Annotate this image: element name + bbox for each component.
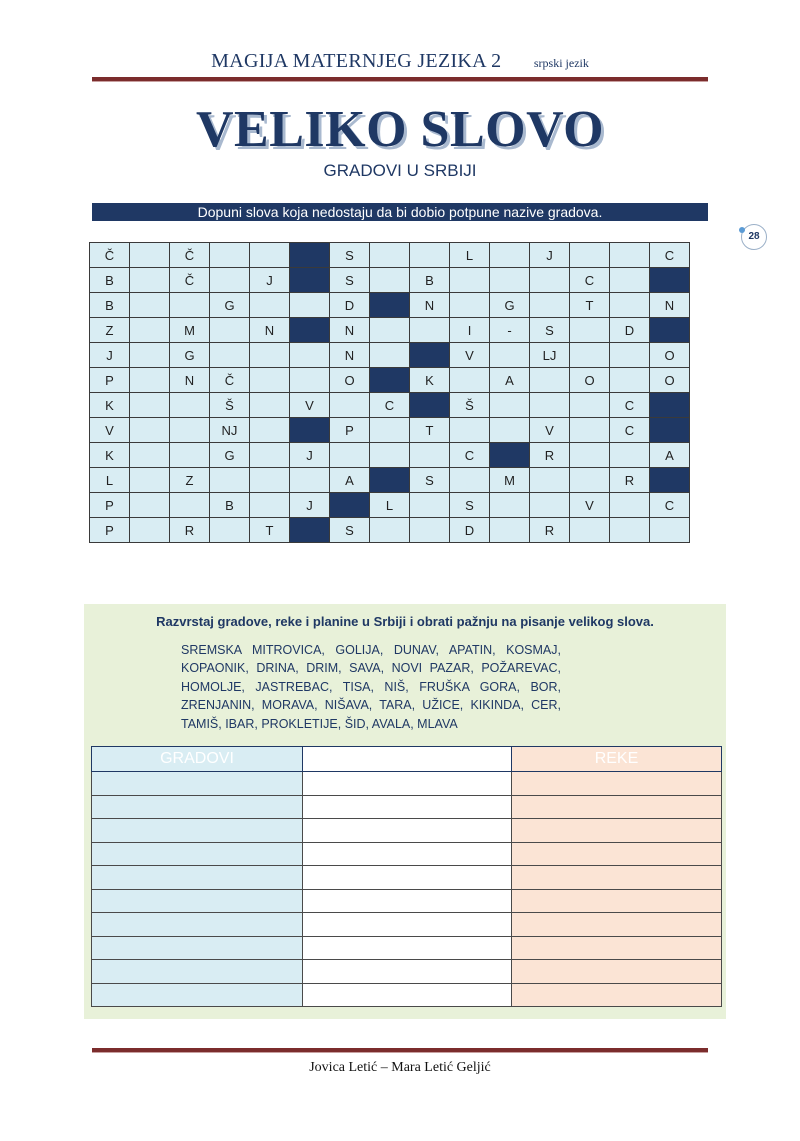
page-header: [92, 50, 708, 80]
letter-cell: C: [610, 393, 650, 418]
blocked-cell: [370, 293, 410, 318]
gradovi-entry-cell[interactable]: [92, 772, 303, 796]
page-number-badge: [741, 224, 767, 250]
planine-entry-cell[interactable]: [303, 795, 512, 819]
empty-letter-cell[interactable]: [450, 293, 490, 318]
letter-cell: J: [90, 343, 130, 368]
empty-letter-cell[interactable]: [490, 493, 530, 518]
letter-cell: K: [90, 443, 130, 468]
empty-letter-cell[interactable]: [490, 268, 530, 293]
letter-cell: G: [210, 443, 250, 468]
letter-cell: Z: [90, 318, 130, 343]
empty-letter-cell[interactable]: [290, 293, 330, 318]
empty-letter-cell[interactable]: [570, 343, 610, 368]
column-header-gradovi: GRADOVI: [92, 747, 303, 772]
letter-cell: G: [170, 343, 210, 368]
letter-cell: P: [90, 518, 130, 543]
empty-letter-cell[interactable]: [610, 518, 650, 543]
empty-letter-cell[interactable]: [130, 243, 170, 268]
letter-cell: B: [90, 268, 130, 293]
empty-letter-cell[interactable]: [610, 443, 650, 468]
empty-letter-cell[interactable]: [170, 393, 210, 418]
empty-letter-cell[interactable]: [490, 418, 530, 443]
empty-letter-cell[interactable]: [410, 243, 450, 268]
letter-cell: N: [330, 318, 370, 343]
letter-cell: V: [450, 343, 490, 368]
empty-letter-cell[interactable]: [130, 393, 170, 418]
letter-cell: D: [330, 293, 370, 318]
letter-cell: T: [250, 518, 290, 543]
table-row: [92, 866, 722, 890]
letter-cell: P: [90, 368, 130, 393]
blocked-cell: [650, 468, 690, 493]
subject-label: srpski jezik: [533, 56, 589, 70]
blocked-cell: [410, 343, 450, 368]
empty-letter-cell[interactable]: [490, 518, 530, 543]
empty-letter-cell[interactable]: [370, 318, 410, 343]
letter-cell: V: [570, 493, 610, 518]
letter-cell: I: [450, 318, 490, 343]
letter-cell: N: [170, 368, 210, 393]
table-row: [92, 889, 722, 913]
reke-entry-cell[interactable]: [512, 819, 722, 843]
bullet-icon: [739, 227, 745, 233]
empty-letter-cell[interactable]: [130, 368, 170, 393]
column-header-planine: PLANINE: [303, 747, 512, 772]
letter-cell: C: [650, 243, 690, 268]
empty-letter-cell[interactable]: [250, 468, 290, 493]
letter-cell: C: [570, 268, 610, 293]
reke-entry-cell[interactable]: [512, 889, 722, 913]
grid-row: [90, 443, 690, 468]
empty-letter-cell[interactable]: [530, 468, 570, 493]
empty-letter-cell[interactable]: [530, 493, 570, 518]
empty-letter-cell[interactable]: [610, 293, 650, 318]
empty-letter-cell[interactable]: [170, 443, 210, 468]
letter-cell: R: [610, 468, 650, 493]
letter-cell: Š: [210, 393, 250, 418]
letter-cell: NJ: [210, 418, 250, 443]
blocked-cell: [370, 468, 410, 493]
blocked-cell: [330, 493, 370, 518]
empty-letter-cell[interactable]: [130, 318, 170, 343]
empty-letter-cell[interactable]: [330, 393, 370, 418]
empty-letter-cell[interactable]: [610, 268, 650, 293]
letter-cell: D: [610, 318, 650, 343]
letter-cell: S: [450, 493, 490, 518]
letter-cell: R: [530, 443, 570, 468]
empty-letter-cell[interactable]: [450, 418, 490, 443]
empty-letter-cell[interactable]: [170, 293, 210, 318]
empty-letter-cell[interactable]: [650, 518, 690, 543]
grid-row: [90, 368, 690, 393]
empty-letter-cell[interactable]: [610, 493, 650, 518]
letter-cell: B: [90, 293, 130, 318]
planine-entry-cell[interactable]: [303, 866, 512, 890]
letter-cell: S: [330, 243, 370, 268]
empty-letter-cell[interactable]: [250, 493, 290, 518]
grid-row: [90, 518, 690, 543]
blocked-cell: [410, 393, 450, 418]
letter-cell: N: [330, 343, 370, 368]
letter-cell: L: [90, 468, 130, 493]
empty-letter-cell[interactable]: [250, 418, 290, 443]
empty-letter-cell[interactable]: [610, 343, 650, 368]
empty-letter-cell[interactable]: [250, 343, 290, 368]
blocked-cell: [370, 368, 410, 393]
grid-row: [90, 468, 690, 493]
empty-letter-cell[interactable]: [370, 518, 410, 543]
reke-entry-cell[interactable]: [512, 842, 722, 866]
empty-letter-cell[interactable]: [450, 268, 490, 293]
letter-cell: G: [490, 293, 530, 318]
reke-entry-cell[interactable]: [512, 936, 722, 960]
reke-entry-cell[interactable]: [512, 960, 722, 984]
empty-letter-cell[interactable]: [290, 468, 330, 493]
empty-letter-cell[interactable]: [490, 343, 530, 368]
letter-cell: N: [410, 293, 450, 318]
empty-letter-cell[interactable]: [570, 393, 610, 418]
table-row: [92, 960, 722, 984]
puzzle-instruction: Dopuni slova koja nedostaju da bi dobio potpune nazive gradova.: [92, 203, 708, 221]
gradovi-entry-cell[interactable]: [92, 960, 303, 984]
letter-cell: O: [570, 368, 610, 393]
empty-letter-cell[interactable]: [610, 368, 650, 393]
empty-letter-cell[interactable]: [570, 318, 610, 343]
letter-cell: A: [490, 368, 530, 393]
letter-cell: O: [650, 343, 690, 368]
planine-entry-cell[interactable]: [303, 889, 512, 913]
blocked-cell: [290, 243, 330, 268]
empty-letter-cell[interactable]: [130, 343, 170, 368]
reke-entry-cell[interactable]: [512, 795, 722, 819]
word-list: SREMSKA MITROVICA, GOLIJA, DUNAV, APATIN, KOSMAJ, KOPAONIK, DRINA, DRIM, SAVA, NOVI PAZAR, POŽAREVAC, HOMOLJE, JASTREBAC, TISA, NIŠ, FRUŠKA GORA, BOR, ZRENJANIN, MORAVA, NIŠAVA, TARA, UŽICE, KIKINDA, CER, TAMIŠ, IBAR, PROKLETIJE, ŠID, AVALA, MLAVA: [181, 643, 561, 731]
grid-row: [90, 393, 690, 418]
empty-letter-cell[interactable]: [410, 318, 450, 343]
letter-cell: T: [410, 418, 450, 443]
grid-row: [90, 418, 690, 443]
table-row: [92, 772, 722, 796]
empty-letter-cell[interactable]: [530, 368, 570, 393]
empty-letter-cell[interactable]: [290, 343, 330, 368]
grid-row: [90, 493, 690, 518]
empty-letter-cell[interactable]: [570, 443, 610, 468]
empty-letter-cell[interactable]: [490, 243, 530, 268]
letter-cell: B: [210, 493, 250, 518]
gradovi-entry-cell[interactable]: [92, 866, 303, 890]
letter-cell: B: [410, 268, 450, 293]
empty-letter-cell[interactable]: [610, 243, 650, 268]
letter-cell: R: [170, 518, 210, 543]
blocked-cell: [650, 268, 690, 293]
letter-cell: C: [610, 418, 650, 443]
empty-letter-cell[interactable]: [490, 393, 530, 418]
letter-cell: K: [90, 393, 130, 418]
letter-cell: P: [90, 493, 130, 518]
letter-cell: Z: [170, 468, 210, 493]
empty-letter-cell[interactable]: [530, 393, 570, 418]
empty-letter-cell[interactable]: [370, 443, 410, 468]
empty-letter-cell[interactable]: [570, 518, 610, 543]
empty-letter-cell[interactable]: [170, 418, 210, 443]
letter-cell: S: [330, 518, 370, 543]
planine-entry-cell[interactable]: [303, 842, 512, 866]
letter-cell: T: [570, 293, 610, 318]
empty-letter-cell[interactable]: [410, 518, 450, 543]
letter-cell: O: [330, 368, 370, 393]
empty-letter-cell[interactable]: [570, 243, 610, 268]
gradovi-entry-cell[interactable]: [92, 913, 303, 937]
letter-cell: S: [330, 268, 370, 293]
empty-letter-cell[interactable]: [250, 368, 290, 393]
reke-entry-cell[interactable]: [512, 983, 722, 1007]
empty-letter-cell[interactable]: [370, 268, 410, 293]
blocked-cell: [290, 518, 330, 543]
letter-grid: [89, 242, 690, 543]
letter-cell: A: [330, 468, 370, 493]
blocked-cell: [290, 418, 330, 443]
letter-cell: R: [530, 518, 570, 543]
empty-letter-cell[interactable]: [210, 343, 250, 368]
empty-letter-cell[interactable]: [130, 468, 170, 493]
empty-letter-cell[interactable]: [170, 493, 210, 518]
gradovi-entry-cell[interactable]: [92, 842, 303, 866]
planine-entry-cell[interactable]: [303, 913, 512, 937]
letter-cell: -: [490, 318, 530, 343]
grid-row: [90, 243, 690, 268]
table-row: [92, 936, 722, 960]
empty-letter-cell[interactable]: [250, 243, 290, 268]
empty-letter-cell[interactable]: [410, 443, 450, 468]
planine-entry-cell[interactable]: [303, 960, 512, 984]
table-row: [92, 795, 722, 819]
page-title: VELIKO SLOVO: [195, 101, 605, 158]
empty-letter-cell[interactable]: [410, 493, 450, 518]
letter-cell: C: [450, 443, 490, 468]
footer-rule: [92, 1048, 708, 1053]
letter-cell: J: [250, 268, 290, 293]
blocked-cell: [650, 318, 690, 343]
letter-cell: N: [650, 293, 690, 318]
empty-letter-cell[interactable]: [130, 443, 170, 468]
page-number: 28: [748, 231, 760, 242]
blocked-cell: [290, 318, 330, 343]
letter-cell: P: [330, 418, 370, 443]
letter-cell: J: [530, 243, 570, 268]
sorting-instruction: Razvrstaj gradove, reke i planine u Srbiji i obrati pažnju na pisanje velikog slova.: [156, 614, 654, 629]
grid-row: [90, 268, 690, 293]
letter-cell: C: [650, 493, 690, 518]
planine-entry-cell[interactable]: [303, 983, 512, 1007]
blocked-cell: [490, 443, 530, 468]
letter-cell: Š: [450, 393, 490, 418]
letter-cell: Č: [170, 268, 210, 293]
grid-row: [90, 293, 690, 318]
gradovi-entry-cell[interactable]: [92, 819, 303, 843]
empty-letter-cell[interactable]: [250, 293, 290, 318]
empty-letter-cell[interactable]: [530, 268, 570, 293]
letter-cell: S: [530, 318, 570, 343]
empty-letter-cell[interactable]: [450, 368, 490, 393]
page-subtitle: GRADOVI U SRBIJI: [323, 161, 477, 180]
header-rule: [92, 77, 708, 82]
letter-cell: O: [650, 368, 690, 393]
letter-cell: N: [250, 318, 290, 343]
gradovi-entry-cell[interactable]: [92, 889, 303, 913]
gradovi-entry-cell[interactable]: [92, 795, 303, 819]
letter-cell: J: [290, 443, 330, 468]
letter-cell: S: [410, 468, 450, 493]
empty-letter-cell[interactable]: [130, 518, 170, 543]
letter-cell: V: [90, 418, 130, 443]
column-header-reke: REKE: [512, 747, 722, 772]
empty-letter-cell[interactable]: [370, 243, 410, 268]
empty-letter-cell[interactable]: [290, 368, 330, 393]
blocked-cell: [650, 418, 690, 443]
sorting-table: [91, 746, 722, 1007]
table-row: [92, 913, 722, 937]
empty-letter-cell[interactable]: [330, 443, 370, 468]
table-row: [92, 842, 722, 866]
table-row: [92, 983, 722, 1007]
empty-letter-cell[interactable]: [130, 418, 170, 443]
letter-cell: V: [530, 418, 570, 443]
letter-cell: V: [290, 393, 330, 418]
letter-cell: D: [450, 518, 490, 543]
blocked-cell: [290, 268, 330, 293]
empty-letter-cell[interactable]: [250, 443, 290, 468]
footer-authors: Jovica Letić – Mara Letić Geljić: [309, 1060, 491, 1075]
letter-cell: Č: [210, 368, 250, 393]
planine-entry-cell[interactable]: [303, 819, 512, 843]
letter-cell: A: [650, 443, 690, 468]
reke-entry-cell[interactable]: [512, 866, 722, 890]
empty-letter-cell[interactable]: [250, 393, 290, 418]
letter-cell: J: [290, 493, 330, 518]
empty-letter-cell[interactable]: [570, 418, 610, 443]
empty-letter-cell[interactable]: [130, 268, 170, 293]
table-row: [92, 819, 722, 843]
reke-entry-cell[interactable]: [512, 772, 722, 796]
empty-letter-cell[interactable]: [210, 268, 250, 293]
letter-cell: C: [370, 393, 410, 418]
empty-letter-cell[interactable]: [210, 518, 250, 543]
grid-row: [90, 318, 690, 343]
empty-letter-cell[interactable]: [530, 293, 570, 318]
planine-entry-cell[interactable]: [303, 772, 512, 796]
empty-letter-cell[interactable]: [370, 418, 410, 443]
empty-letter-cell[interactable]: [210, 243, 250, 268]
empty-letter-cell[interactable]: [130, 493, 170, 518]
empty-letter-cell[interactable]: [450, 468, 490, 493]
empty-letter-cell[interactable]: [370, 343, 410, 368]
empty-letter-cell[interactable]: [210, 318, 250, 343]
letter-cell: K: [410, 368, 450, 393]
empty-letter-cell[interactable]: [570, 468, 610, 493]
gradovi-entry-cell[interactable]: [92, 983, 303, 1007]
letter-cell: Č: [170, 243, 210, 268]
empty-letter-cell[interactable]: [210, 468, 250, 493]
letter-cell: LJ: [530, 343, 570, 368]
letter-cell: Č: [90, 243, 130, 268]
letter-cell: G: [210, 293, 250, 318]
reke-entry-cell[interactable]: [512, 913, 722, 937]
planine-entry-cell[interactable]: [303, 936, 512, 960]
empty-letter-cell[interactable]: [130, 293, 170, 318]
letter-cell: L: [450, 243, 490, 268]
letter-cell: M: [170, 318, 210, 343]
letter-cell: L: [370, 493, 410, 518]
book-title: MAGIJA MATERNJEG JEZIKA 2: [211, 50, 502, 72]
letter-cell: M: [490, 468, 530, 493]
grid-row: [90, 343, 690, 368]
gradovi-entry-cell[interactable]: [92, 936, 303, 960]
blocked-cell: [650, 393, 690, 418]
